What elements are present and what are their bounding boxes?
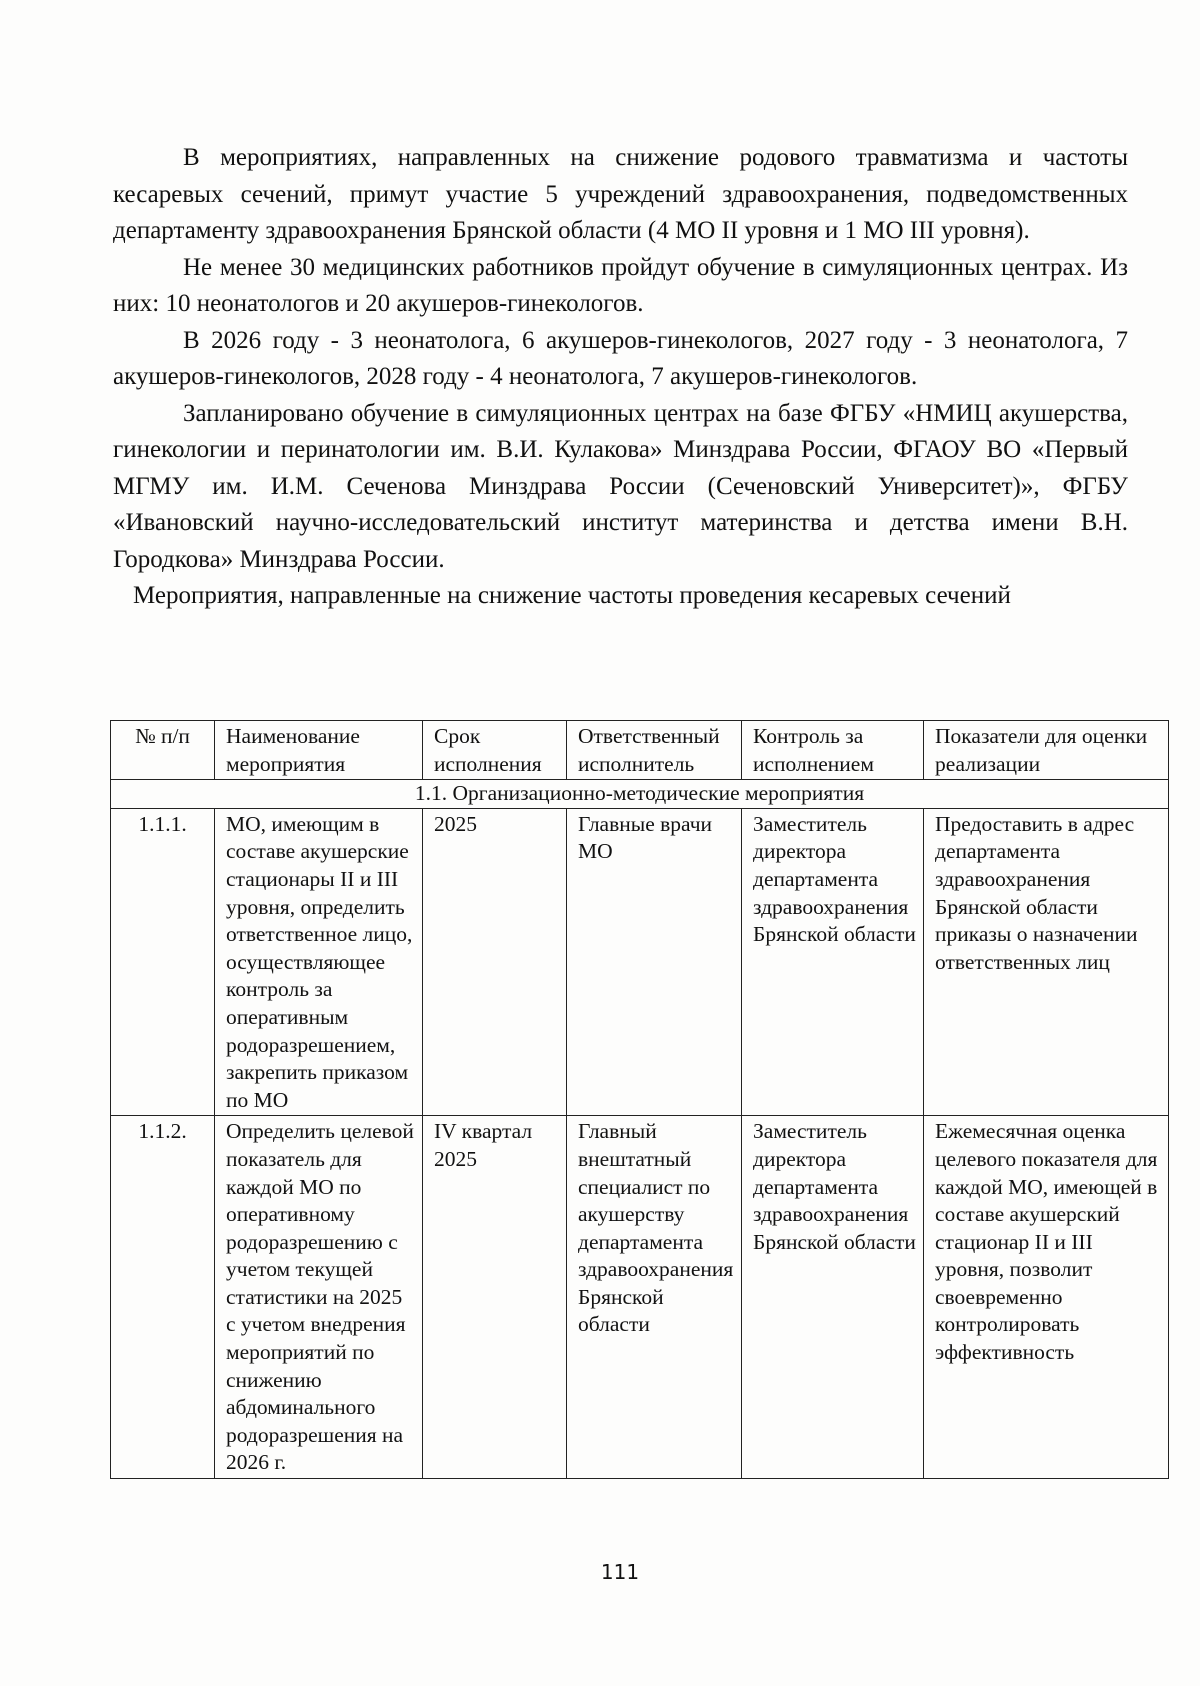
cell-name: Определить целевой показатель для каждой МО по оперативному родоразрешению с учетом текущей статистики на 2025 с учетом внедрения мероприятий по снижению абдоминального родоразрешения на 2026 г. bbox=[215, 1116, 423, 1479]
cell-number: 1.1.1. bbox=[111, 808, 215, 1116]
header-number: № п/п bbox=[111, 721, 215, 780]
cell-responsible: Главные врачи МО bbox=[567, 808, 742, 1116]
paragraph: В мероприятиях, направленных на снижение родового травматизма и частоты кесаревых сечений, примут участие 5 учреждений здравоохранения, подведомственных департаменту здравоохранения Брянской области (4 МО II уровня и 1 МО III уровня). bbox=[113, 144, 1128, 244]
table-section-row bbox=[111, 780, 1169, 809]
header-control: Контроль за исполнением bbox=[742, 721, 924, 780]
table-caption: Мероприятия, направленные на снижение частоты проведения кесаревых сечений bbox=[133, 582, 1011, 609]
section-title: 1.1. Организационно-методические мероприятия bbox=[111, 780, 1169, 809]
page-number: 111 bbox=[600, 1560, 640, 1584]
cell-indicators: Предоставить в адрес департамента здравоохранения Брянской области приказы о назначении ответственных лиц bbox=[924, 808, 1169, 1116]
paragraph: Запланировано обучение в симуляционных центрах на базе ФГБУ «НМИЦ акушерства, гинекологии и перинатологии им. В.И. Кулакова» Минздрава России, ФГАОУ ВО «Первый МГМУ им. И.М. Сеченова Минздрава России (Сеченовский Университет)», ФГБУ «Ивановский научно-исследовательский институт материнства и детства имени В.Н. Городкова» Минздрава России. bbox=[113, 399, 1128, 573]
paragraph: Не менее 30 медицинских работников пройдут обучение в симуляционных центрах. Из них: 10 неонатологов и 20 акушеров-гинекологов. bbox=[113, 253, 1128, 317]
header-indicators: Показатели для оценки реализации bbox=[924, 721, 1169, 780]
measures-table-container bbox=[110, 720, 1168, 1479]
header-name: Наименование мероприятия bbox=[215, 721, 423, 780]
header-deadline: Срок исполнения bbox=[423, 721, 567, 780]
cell-name: МО, имеющим в составе акушерские стационары II и III уровня, определить ответственное лицо, осуществляющее контроль за оперативным родоразрешением, закрепить приказом по МО bbox=[215, 808, 423, 1116]
table-row bbox=[111, 1116, 1169, 1479]
cell-indicators: Ежемесячная оценка целевого показателя для каждой МО, имеющей в составе акушерский стационар II и III уровня, позволит своевременно контролировать эффективность bbox=[924, 1116, 1169, 1479]
header-responsible: Ответственный исполнитель bbox=[567, 721, 742, 780]
paragraph: В 2026 году - 3 неонатолога, 6 акушеров-гинекологов, 2027 году - 3 неонатолога, 7 акушеров-гинекологов, 2028 году - 4 неонатолога, 7 акушеров-гинекологов. bbox=[113, 326, 1128, 390]
table-row bbox=[111, 808, 1169, 1116]
table-header-row bbox=[111, 721, 1169, 780]
cell-responsible: Главный внештатный специалист по акушерству департамента здравоохранения Брянской области bbox=[567, 1116, 742, 1479]
cell-control: Заместитель директора департамента здравоохранения Брянской области bbox=[742, 1116, 924, 1479]
body-text bbox=[113, 140, 1128, 615]
measures-table bbox=[110, 720, 1169, 1479]
cell-deadline: IV квартал 2025 bbox=[423, 1116, 567, 1479]
cell-number: 1.1.2. bbox=[111, 1116, 215, 1479]
cell-control: Заместитель директора департамента здравоохранения Брянской области bbox=[742, 808, 924, 1116]
cell-deadline: 2025 bbox=[423, 808, 567, 1116]
